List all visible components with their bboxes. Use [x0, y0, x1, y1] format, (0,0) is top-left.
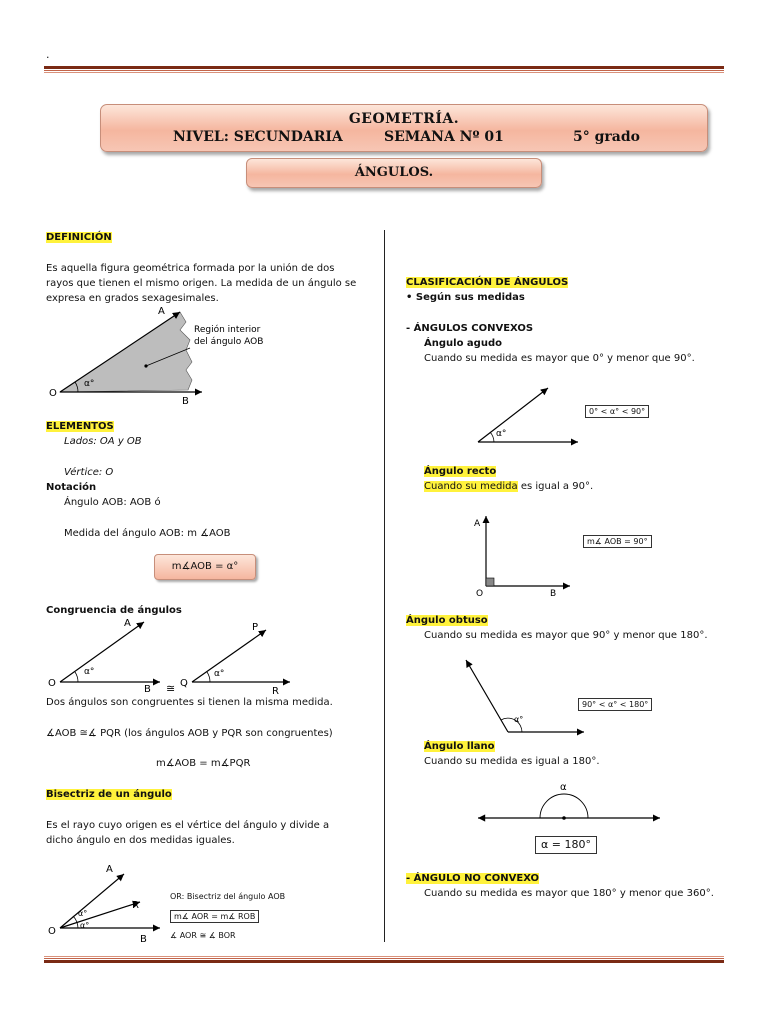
llano-heading: Ángulo llano: [424, 741, 495, 752]
bottom-rule-thin-2: [44, 958, 724, 959]
level-label: NIVEL: SECUNDARIA: [173, 129, 343, 145]
label-r-3: R: [132, 900, 139, 911]
ray-or: [60, 902, 140, 928]
shaded-interior-region: [60, 312, 192, 392]
straight-vertex: [562, 816, 566, 820]
grade-label: 5° grado: [573, 129, 640, 145]
definicion-heading: DEFINICIÓN: [46, 232, 112, 243]
top-rule: [44, 66, 724, 69]
recto-heading: Ángulo recto: [424, 466, 497, 477]
alpha-label-3: α°: [214, 669, 225, 679]
convexos-heading: - ÁNGULOS CONVEXOS: [406, 323, 534, 334]
lados-text: Lados: OA y OB: [64, 436, 142, 447]
label-a: A: [158, 306, 165, 317]
congruent-angles-figure: [40, 612, 330, 698]
label-b-2: B: [144, 684, 151, 695]
alpha-arc-2: [75, 672, 78, 682]
obtuse-ray-1: [466, 660, 508, 732]
alpha-label-5: α°: [80, 921, 90, 930]
obtuse-angle-figure: [460, 652, 590, 738]
congruencia-text: Dos ángulos son congruentes si tienen la misma medida.: [46, 697, 333, 708]
notacion-heading: Notación: [46, 482, 97, 493]
label-o: O: [49, 388, 57, 399]
agudo-heading: Ángulo agudo: [424, 338, 502, 349]
header-banner: [100, 104, 708, 152]
obtuse-alpha: α°: [514, 715, 524, 724]
definicion-line-1: Es aquella figura geométrica formada por la unión de dos: [46, 263, 335, 274]
elementos-heading: ELEMENTOS: [46, 421, 114, 432]
segun-text: • Según sus medidas: [406, 292, 525, 303]
bisectriz-heading: Bisectriz de un ángulo: [46, 789, 172, 800]
label-q: Q: [180, 678, 188, 689]
medida-text: Medida del ángulo AOB: m ∡AOB: [64, 528, 231, 539]
agudo-text: Cuando su medida es mayor que 0° y menor que 90°.: [424, 353, 695, 364]
acute-angle-figure: [470, 380, 590, 450]
bottom-rule-thin: [44, 956, 724, 957]
page-mark: .: [46, 48, 50, 61]
ray-oa-3: [60, 874, 124, 928]
right-angle-figure: [470, 510, 580, 600]
acute-range-box: 0° < α° < 90°: [585, 405, 649, 418]
bisector-note-3: ∡ AOR ≅ ∡ BOR: [170, 931, 236, 940]
definicion-line-3: expresa en grados sexagesimales.: [46, 293, 219, 304]
course-title: GEOMETRÍA.: [348, 111, 460, 127]
alpha-arc-3: [207, 672, 210, 682]
top-rule-thin: [44, 70, 724, 71]
week-label: SEMANA Nº 01: [384, 129, 504, 145]
no-convexo-text: Cuando su medida es mayor que 180° y menor que 360°.: [424, 888, 714, 899]
right-label-o: O: [476, 589, 484, 599]
acute-alpha: α°: [496, 429, 507, 439]
clasificacion-heading: CLASIFICACIÓN DE ÁNGULOS: [406, 277, 569, 288]
congruencia-notation: ∡AOB ≅∡ PQR (los ángulos AOB y PQR son congruentes): [46, 728, 333, 739]
topic-banner: ÁNGULOS.: [246, 158, 542, 188]
bottom-rule: [44, 960, 724, 963]
label-a-3: A: [106, 864, 113, 875]
label-o-3: O: [48, 926, 56, 937]
llano-text: Cuando su medida es igual a 180°.: [424, 756, 600, 767]
vertice-text: Vértice: O: [64, 467, 114, 478]
bisector-note-1: OR: Bisectriz del ángulo AOB: [170, 892, 286, 901]
ray-oa-2: [60, 622, 144, 682]
acute-arc: [490, 432, 494, 442]
label-a-2: A: [124, 618, 131, 629]
straight-arc: [540, 794, 588, 818]
recto-text: Cuando su medida es igual a 90°.: [424, 481, 594, 492]
label-b-3: B: [140, 934, 147, 945]
label-o-2: O: [48, 678, 56, 689]
congruencia-measure: m∡AOB = m∡PQR: [156, 758, 251, 769]
obtuso-text: Cuando su medida es mayor que 90° y menor que 180°.: [424, 630, 708, 641]
medida-box: m∡AOB = α°: [154, 554, 256, 580]
label-b: B: [182, 396, 189, 407]
obtuso-heading: Ángulo obtuso: [406, 615, 488, 626]
bisector-note-2: m∡ AOR = m∡ ROB: [170, 910, 259, 923]
obtuse-range-box: 90° < α° < 180°: [578, 698, 652, 711]
congruencia-heading: Congruencia de ángulos: [46, 605, 182, 616]
straight-angle-figure: [470, 776, 670, 828]
right-label-a: A: [474, 519, 481, 529]
label-r: R: [272, 686, 279, 697]
region-label-2: del ángulo AOB: [194, 337, 264, 347]
ray-qp: [192, 630, 266, 682]
bisectriz-line-2: dicho ángulo en dos medidas iguales.: [46, 835, 235, 846]
acute-ray-1: [478, 388, 548, 442]
right-angle-box: m∡ AOB = 90°: [583, 535, 652, 548]
straight-alpha: α: [560, 782, 567, 793]
bisectriz-line-1: Es el rayo cuyo origen es el vértice del ángulo y divide a: [46, 820, 330, 831]
straight-angle-box: α = 180°: [535, 836, 597, 854]
notacion-text: Ángulo AOB: AOB ó: [64, 497, 161, 508]
alpha-label: α°: [84, 379, 95, 389]
definicion-line-2: rayos que tienen el mismo origen. La medida de un ángulo se: [46, 278, 357, 289]
column-divider: [384, 230, 385, 942]
region-dot: [144, 364, 147, 367]
top-rule-thin-2: [44, 72, 724, 73]
angle-region-figure: [40, 300, 280, 410]
right-angle-marker: [486, 578, 494, 586]
label-p: P: [252, 622, 259, 633]
alpha-label-2: α°: [84, 667, 95, 677]
no-convexo-heading: - ÁNGULO NO CONVEXO: [406, 873, 540, 884]
region-label-1: Región interior: [194, 325, 261, 335]
alpha-label-4: α°: [78, 909, 88, 918]
right-label-b: B: [550, 589, 557, 599]
congruent-symbol: ≅: [166, 682, 176, 695]
